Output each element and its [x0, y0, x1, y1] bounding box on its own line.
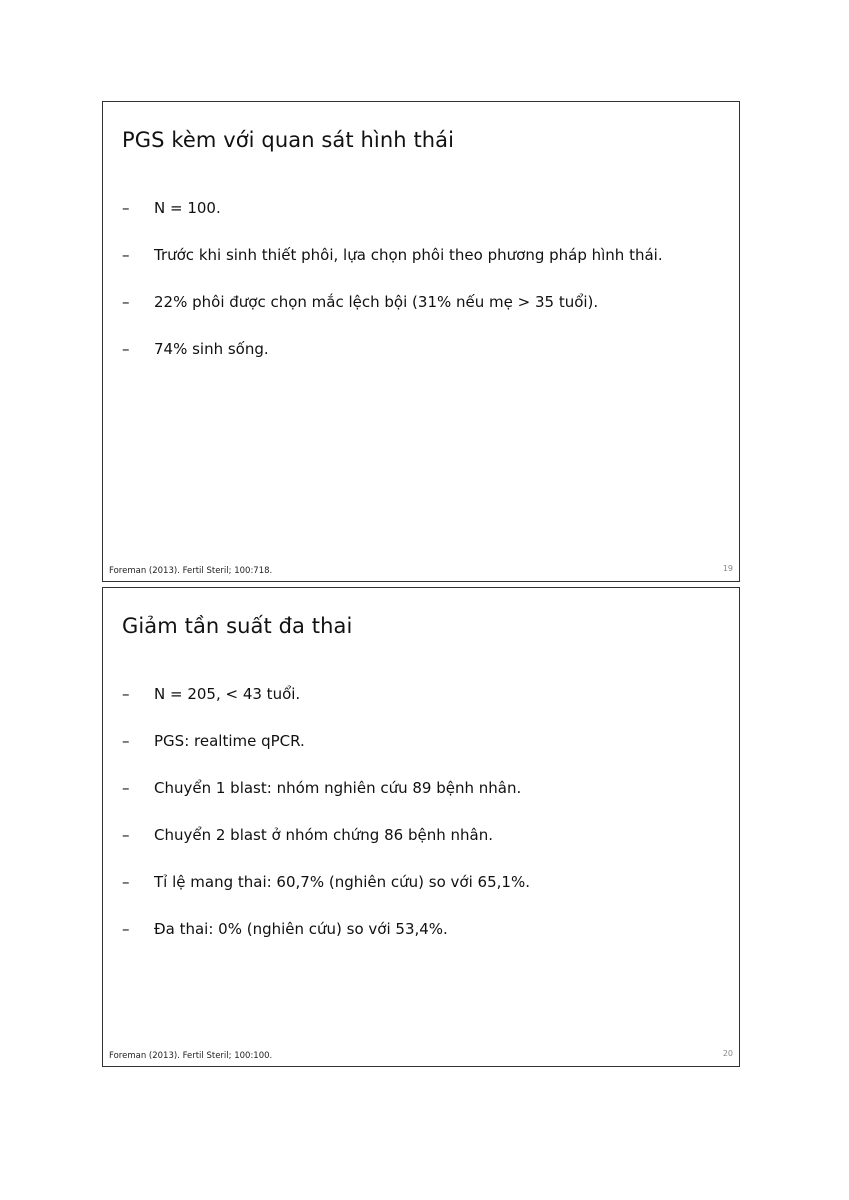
bullet-list: [122, 684, 530, 966]
slide-title: Giảm tần suất đa thai: [122, 614, 353, 638]
bullet-list: [122, 198, 663, 386]
bullet-item: [122, 292, 663, 339]
page-number: 19: [722, 564, 733, 573]
bullet-text: Đa thai: 0% (nghiên cứu) so với 53,4%.: [154, 920, 448, 938]
bullet-marker: –: [122, 340, 130, 358]
bullet-item: [122, 731, 530, 778]
bullet-marker: –: [122, 920, 130, 938]
bullet-item: [122, 872, 530, 919]
citation: Foreman (2013). Fertil Steril; 100:718.: [109, 566, 273, 576]
bullet-text: 22% phôi được chọn mắc lệch bội (31% nếu mẹ > 35 tuổi).: [154, 293, 599, 311]
bullet-text: Chuyển 2 blast ở nhóm chứng 86 bệnh nhân.: [154, 826, 493, 844]
bullet-item: [122, 245, 663, 292]
bullet-item: [122, 198, 663, 245]
bullet-text: Tỉ lệ mang thai: 60,7% (nghiên cứu) so với 65,1%.: [154, 873, 530, 891]
bullet-item: [122, 684, 530, 731]
bullet-marker: –: [122, 685, 130, 703]
bullet-text: Chuyển 1 blast: nhóm nghiên cứu 89 bệnh nhân.: [154, 779, 522, 797]
citation: Foreman (2013). Fertil Steril; 100:100.: [109, 1051, 273, 1061]
bullet-text: Trước khi sinh thiết phôi, lựa chọn phôi theo phương pháp hình thái.: [154, 246, 663, 264]
bullet-item: [122, 339, 663, 386]
bullet-marker: –: [122, 779, 130, 797]
bullet-marker: –: [122, 826, 130, 844]
bullet-item: [122, 778, 530, 825]
bullet-marker: –: [122, 293, 130, 311]
bullet-item: [122, 825, 530, 872]
bullet-marker: –: [122, 199, 130, 217]
slide-title: PGS kèm với quan sát hình thái: [122, 128, 455, 152]
bullet-marker: –: [122, 246, 130, 264]
bullet-marker: –: [122, 732, 130, 750]
slide-19: [102, 101, 740, 582]
bullet-marker: –: [122, 873, 130, 891]
bullet-text: PGS: realtime qPCR.: [154, 732, 305, 750]
bullet-text: N = 100.: [154, 199, 221, 217]
bullet-text: 74% sinh sống.: [154, 340, 269, 358]
bullet-item: [122, 919, 530, 966]
bullet-text: N = 205, < 43 tuổi.: [154, 685, 301, 703]
slide-20: [102, 587, 740, 1067]
page-number: 20: [722, 1049, 733, 1058]
